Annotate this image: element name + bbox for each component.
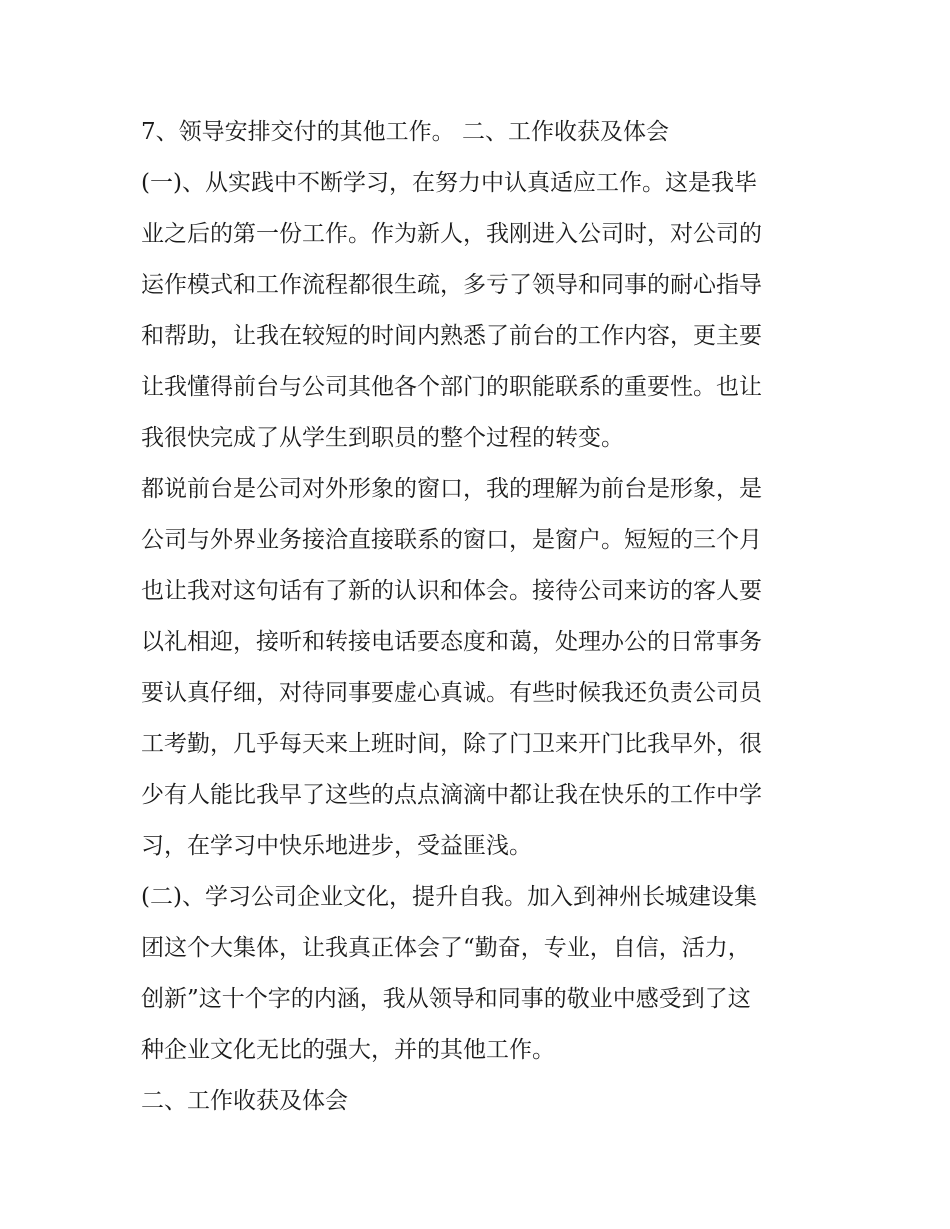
text-line: 创新”这十个字的内涵，我从领导和同事的敬业中感受到了这 (141, 986, 751, 1012)
text-line: (一)、从实践中不断学习，在努力中认真适应工作。这是我毕 (141, 170, 757, 196)
text-line: 我很快完成了从学生到职员的整个过程的转变。 (141, 425, 624, 451)
text-line: 让我懂得前台与公司其他各个部门的职能联系的重要性。也让 (141, 374, 762, 400)
text-line: 和帮助，让我在较短的时间内熟悉了前台的工作内容，更主要 (141, 323, 762, 349)
text-line: 少有人能比我早了这些的点点滴滴中都让我在快乐的工作中学 (141, 782, 762, 808)
text-line: 工考勤，几乎每天来上班时间，除了门卫来开门比我早外，很 (141, 731, 762, 757)
document-body (141, 107, 821, 1127)
text-line: 习，在学习中快乐地进步，受益匪浅。 (141, 833, 532, 859)
text-line: 团这个大集体，让我真正体会了“勤奋，专业，自信，活力， (141, 935, 751, 961)
text-line: 公司与外界业务接洽直接联系的窗口，是窗户。短短的三个月 (141, 527, 762, 553)
text-line: 7、领导安排交付的其他工作。 二、工作收获及体会 (141, 119, 669, 145)
section-heading: 二、工作收获及体会 (141, 1088, 348, 1114)
text-line: 也让我对这句话有了新的认识和体会。接待公司来访的客人要 (141, 578, 762, 604)
text-line: (二)、学习公司企业文化，提升自我。加入到神州长城建设集 (141, 884, 757, 910)
text-line: 都说前台是公司对外形象的窗口，我的理解为前台是形象，是 (141, 476, 762, 502)
text-line: 以礼相迎，接听和转接电话要态度和蔼，处理办公的日常事务 (141, 629, 762, 655)
text-line: 业之后的第一份工作。作为新人，我刚进入公司时，对公司的 (141, 221, 762, 247)
text-line: 要认真仔细，对待同事要虚心真诚。有些时候我还负责公司员 (141, 680, 762, 706)
text-line: 种企业文化无比的强大，并的其他工作。 (141, 1037, 555, 1063)
text-line: 运作模式和工作流程都很生疏，多亏了领导和同事的耐心指导 (141, 272, 762, 298)
